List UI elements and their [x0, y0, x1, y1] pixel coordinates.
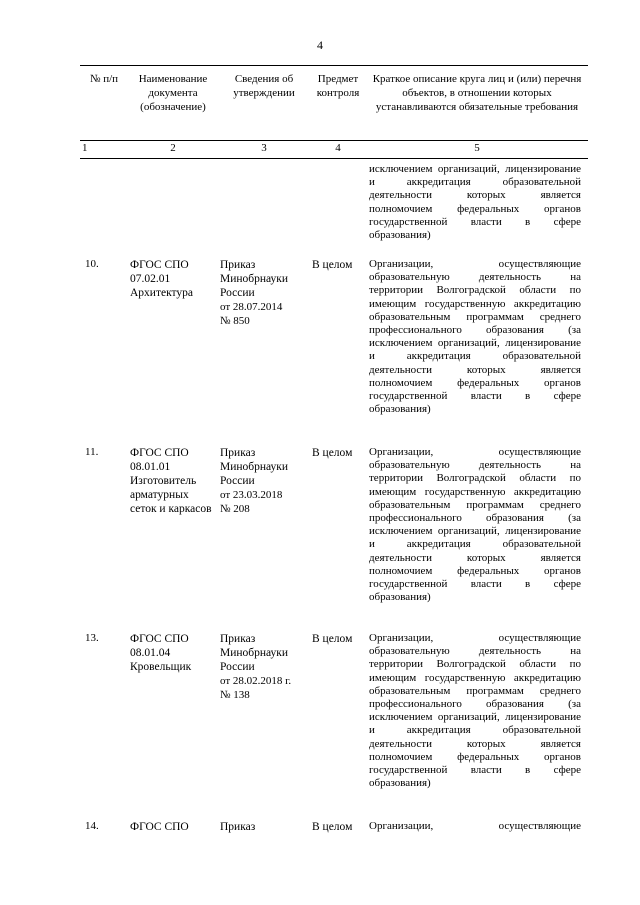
approval-date: от 23.03.2018	[220, 489, 283, 501]
approval-line: России	[220, 287, 255, 299]
approval-line: Приказ	[220, 259, 256, 271]
document-code: 08.01.01	[130, 461, 171, 473]
document-cell	[130, 258, 216, 300]
row-number: 14.	[85, 820, 99, 832]
document-code: 07.02.01	[130, 273, 171, 285]
control-subject: В целом	[312, 633, 353, 645]
approval-line: России	[220, 475, 255, 487]
header-col-number: № п/п	[89, 73, 119, 85]
document-name: Архитектура	[130, 287, 194, 299]
approval-line: Минобрнауки	[220, 461, 289, 473]
column-number: 4	[335, 142, 341, 154]
approval-date: от 28.07.2014	[220, 301, 283, 313]
column-number: 2	[170, 142, 176, 154]
approval-number: № 138	[220, 689, 250, 701]
description-cell: Организации, осуществляющие образовательную деятельность на территории Волгоградской области по имеющим государственную аккредитацию образовательным программам среднего профессионального образования (за исключением организаций, лицензирование и аккредитация образовательной деятельности которых является полномочием федеральных органов государственной власти в сфере образования)	[369, 632, 581, 790]
approval-date: от 28.02.2018 г.	[220, 675, 292, 687]
column-number: 3	[261, 142, 267, 154]
approval-line: Приказ	[220, 447, 256, 459]
description-cell: Организации, осуществляющие	[369, 820, 581, 832]
row-number: 10.	[85, 258, 99, 270]
description-cell: Организации, осуществляющие образовательную деятельность на территории Волгоградской области по имеющим государственную аккредитацию образовательным программам среднего профессионального образования (за исключением организаций, лицензирование и аккредитация образовательной деятельности которых является полномочием федеральных органов государственной власти в сфере образования)	[369, 258, 581, 416]
column-numbers-row	[80, 139, 588, 159]
control-subject: В целом	[312, 447, 353, 459]
control-subject: В целом	[312, 259, 353, 271]
document-cell	[130, 632, 216, 674]
approval-line: Минобрнауки	[220, 647, 289, 659]
header-col-document: Наименование документа (обозначение)	[138, 73, 208, 113]
document-cell	[130, 820, 216, 834]
row-number: 13.	[85, 632, 99, 644]
document-cell	[130, 446, 216, 517]
document-title: ФГОС СПО	[130, 447, 189, 459]
table-header	[80, 65, 588, 141]
approval-cell	[220, 258, 308, 328]
row-number: 11.	[85, 446, 99, 458]
document-name: Изготовитель арматурных сеток и каркасов	[130, 475, 212, 516]
header-col-approval: Сведения об утверждении	[233, 73, 295, 99]
control-subject: В целом	[312, 821, 353, 833]
column-number: 1	[82, 142, 88, 154]
approval-cell	[220, 820, 308, 834]
document-title: ФГОС СПО	[130, 633, 189, 645]
approval-cell	[220, 446, 308, 516]
page-number: 4	[317, 38, 323, 52]
approval-line: Приказ	[220, 821, 256, 833]
document-title: ФГОС СПО	[130, 259, 189, 271]
approval-cell	[220, 632, 308, 702]
document-name: Кровельщик	[130, 661, 192, 673]
approval-number: № 850	[220, 315, 250, 327]
header-col-subject: Предмет контроля	[316, 73, 360, 99]
approval-line: Минобрнауки	[220, 273, 289, 285]
document-title: ФГОС СПО	[130, 821, 189, 833]
column-number: 5	[474, 142, 480, 154]
approval-line: Приказ	[220, 633, 256, 645]
approval-number: № 208	[220, 503, 250, 515]
description-cell: Организации, осуществляющие образовательную деятельность на территории Волгоградской области по имеющим государственную аккредитацию образовательным программам среднего профессионального образования (за исключением организаций, лицензирование и аккредитация образовательной деятельности которых является полномочием федеральных органов государственной власти в сфере образования)	[369, 446, 581, 604]
continuation-text: исключением организаций, лицензирование и аккредитация образовательной деятельности которых является полномочием федеральных органов государственной власти в сфере образования)	[369, 163, 581, 242]
document-code: 08.01.04	[130, 647, 171, 659]
approval-line: России	[220, 661, 255, 673]
header-col-description: Краткое описание круга лиц и (или) перечня объектов, в отношении которых устанавливаются обязательные требования	[372, 73, 582, 113]
